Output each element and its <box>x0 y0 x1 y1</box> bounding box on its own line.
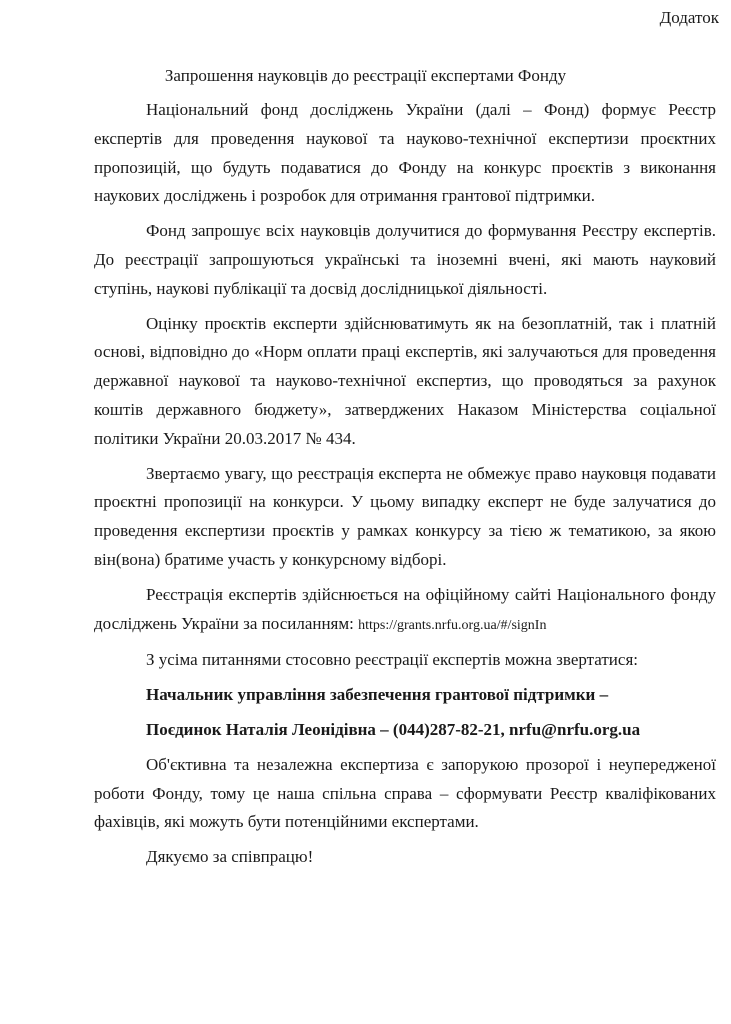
paragraph-registration <box>94 581 716 641</box>
registration-text: Реєстрація експертів здійснюється на офіційному сайті Національного фонду досліджень України за посиланням: <box>94 584 716 633</box>
letter-title: Запрошення науковців до реєстрації експертами Фонду <box>164 66 567 85</box>
registration-link[interactable]: https://grants.nrfu.org.ua/#/signIn <box>358 617 547 633</box>
contact-role: Начальник управління забезпечення грантової підтримки – <box>146 685 609 705</box>
closing-thanks: Дякуємо за співпрацю! <box>146 847 314 867</box>
paragraph-contact-intro: З усіма питаннями стосовно реєстрації експертів можна звертатися: <box>146 650 638 670</box>
letter-body <box>94 96 716 872</box>
annex-label: Додаток <box>659 8 719 27</box>
contact-person: Поєдинок Наталія Леонідівна – (044)287-82-21, nrfu@nrfu.org.ua <box>146 719 641 739</box>
paragraph-invitation: Фонд запрошує всіх науковців долучитися до формування Реєстру експертів. До реєстрації запрошуються українські та іноземні вчені, які мають науковий ступінь, наукові публікації та досвід дослідницької діяльності. <box>94 221 716 298</box>
paragraph-notice: Звертаємо увагу, що реєстрація експерта не обмежує право науковця подавати проєктні пропозиції на конкурси. У цьому випадку експерт не буде залучатися до проведення експертизи проєктів у рамках конкурсу за тією ж тематикою, за якою він(вона) братиме участь у конкурсному відборі. <box>94 463 716 569</box>
paragraph-objective: Об'єктивна та незалежна експертиза є запорукою прозорої і неупередженої роботи Фонду, тому це наша спільна справа – сформувати Реєстр кваліфікованих фахівців, які можуть бути потенційними експертами. <box>94 754 716 832</box>
paragraph-payment: Оцінку проєктів експерти здійснюватимуть як на безоплатній, так і платній основі, відповідно до «Норм оплати праці експертів, які залучаються для проведення державної наукової та науково-технічної експертиз, що проводяться за рахунок коштів державного бюджету», затверджених Наказом Міністерства соціальної політики України 20.03.2017 № 434. <box>94 313 716 448</box>
paragraph-registry: Національний фонд досліджень України (далі – Фонд) формує Реєстр експертів для проведення наукової та науково-технічної експертизи проєктних пропозицій, що будуть подаватися до Фонду на конкурс проєктів з виконання наукових досліджень і розробок для отримання грантової підтримки. <box>94 100 716 206</box>
